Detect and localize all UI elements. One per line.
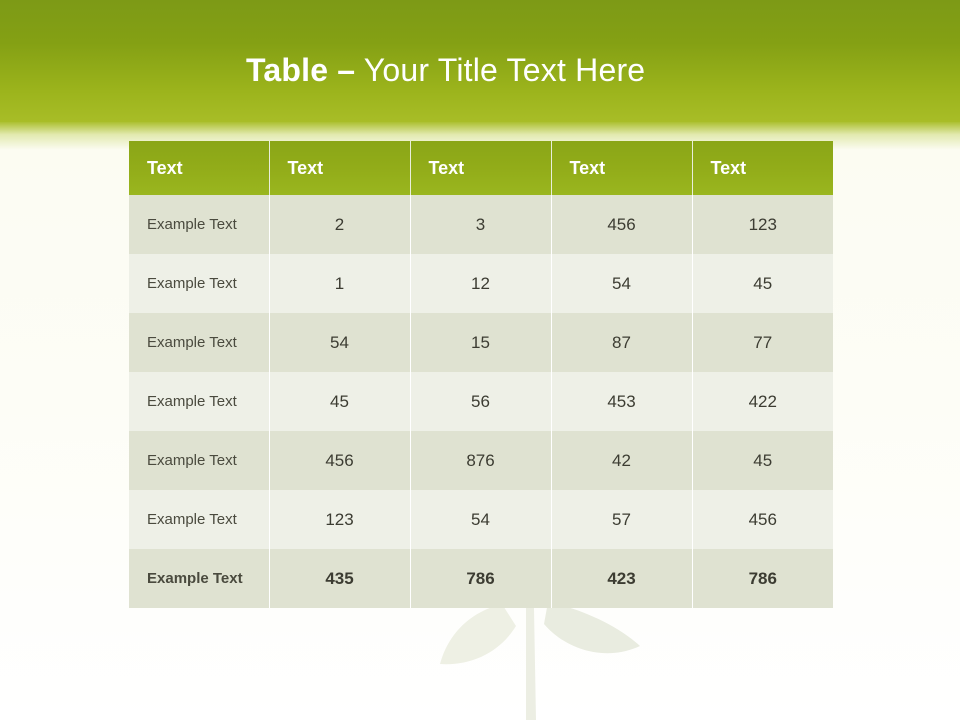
- cell-value: 786: [410, 549, 551, 608]
- cell-value: 123: [692, 195, 833, 254]
- cell-value: 3: [410, 195, 551, 254]
- cell-value: 15: [410, 313, 551, 372]
- cell-value: 786: [692, 549, 833, 608]
- cell-value: 54: [269, 313, 410, 372]
- cell-value: 77: [692, 313, 833, 372]
- table-row-total: [129, 549, 833, 608]
- column-header-0: Text: [129, 141, 269, 195]
- column-header-2: Text: [410, 141, 551, 195]
- cell-value: 54: [410, 490, 551, 549]
- cell-label: Example Text: [129, 549, 269, 608]
- cell-value: 453: [551, 372, 692, 431]
- cell-value: 45: [692, 431, 833, 490]
- cell-value: 1: [269, 254, 410, 313]
- column-header-4: Text: [692, 141, 833, 195]
- cell-value: 45: [692, 254, 833, 313]
- table-row: [129, 372, 833, 431]
- data-table-container: [129, 141, 833, 608]
- data-table: [129, 141, 833, 608]
- leaf-watermark-icon: [430, 600, 670, 720]
- table-header: [129, 141, 833, 195]
- column-header-3: Text: [551, 141, 692, 195]
- table-row: [129, 195, 833, 254]
- cell-value: 87: [551, 313, 692, 372]
- cell-value: 56: [410, 372, 551, 431]
- cell-value: 423: [551, 549, 692, 608]
- cell-value: 876: [410, 431, 551, 490]
- cell-value: 45: [269, 372, 410, 431]
- cell-value: 123: [269, 490, 410, 549]
- cell-value: 422: [692, 372, 833, 431]
- cell-value: 456: [269, 431, 410, 490]
- table-row: [129, 431, 833, 490]
- cell-label: Example Text: [129, 490, 269, 549]
- page-title-light: Your Title Text Here: [355, 52, 646, 88]
- cell-value: 54: [551, 254, 692, 313]
- cell-value: 435: [269, 549, 410, 608]
- cell-value: 42: [551, 431, 692, 490]
- cell-label: Example Text: [129, 254, 269, 313]
- table-row: [129, 254, 833, 313]
- table-row: [129, 313, 833, 372]
- cell-value: 456: [551, 195, 692, 254]
- table-header-row: [129, 141, 833, 195]
- cell-label: Example Text: [129, 372, 269, 431]
- cell-label: Example Text: [129, 195, 269, 254]
- cell-value: 2: [269, 195, 410, 254]
- cell-label: Example Text: [129, 313, 269, 372]
- cell-value: 12: [410, 254, 551, 313]
- page-title: [246, 52, 645, 89]
- cell-label: Example Text: [129, 431, 269, 490]
- column-header-1: Text: [269, 141, 410, 195]
- table-row: [129, 490, 833, 549]
- table-body: [129, 195, 833, 608]
- cell-value: 57: [551, 490, 692, 549]
- cell-value: 456: [692, 490, 833, 549]
- page-title-strong: Table –: [246, 52, 356, 88]
